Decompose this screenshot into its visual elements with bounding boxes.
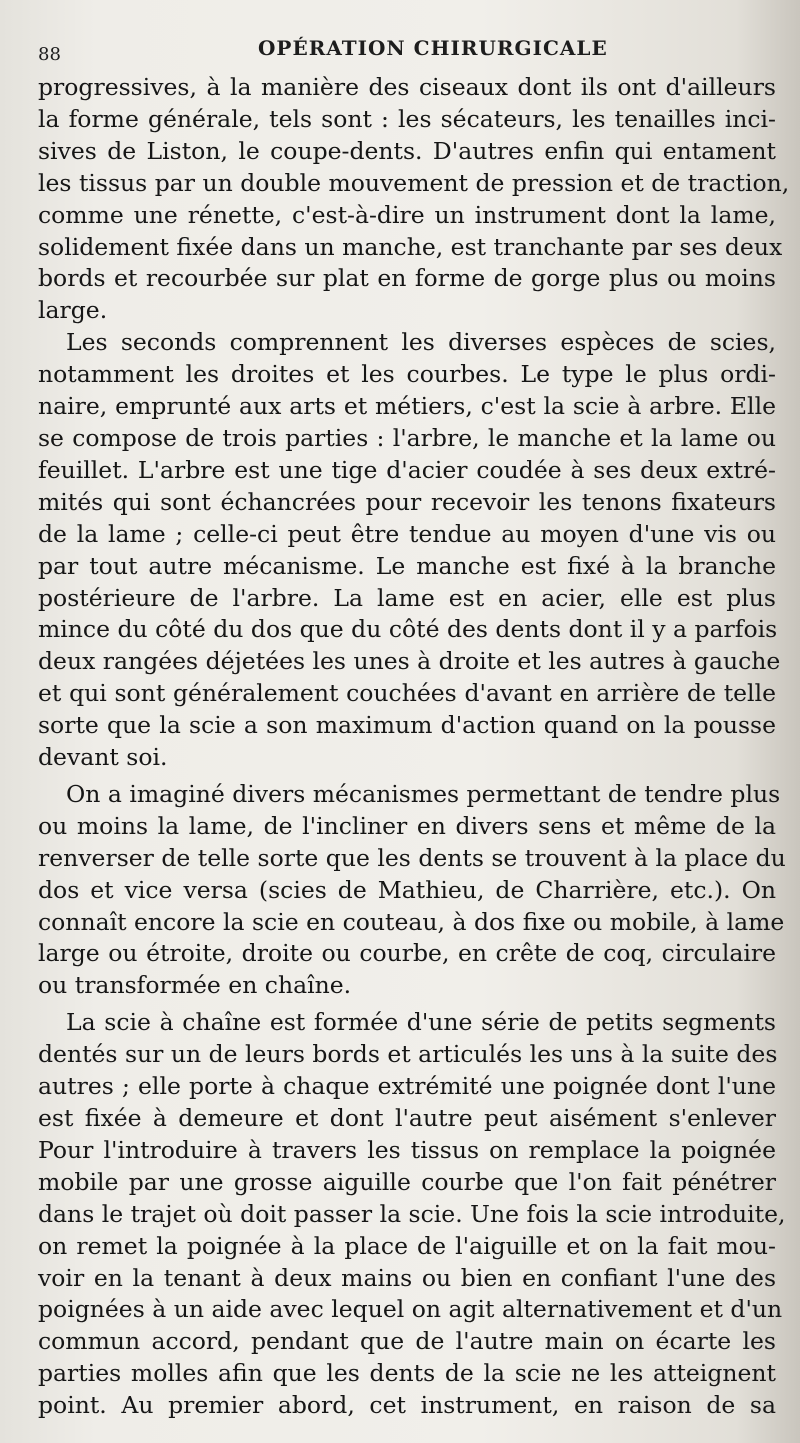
text-line: mobile par une grosse aiguille courbe que l'on fait pénétrer <box>38 1167 776 1196</box>
text-line: on remet la poignée à la place de l'aiguille et on la fait mou- <box>38 1231 776 1260</box>
text-line: postérieure de l'arbre. La lame est en acier, elle est plus <box>38 583 776 612</box>
text-line: Pour l'introduire à travers les tissus on remplace la poignée <box>38 1135 776 1164</box>
text-line: commun accord, pendant que de l'autre main on écarte les <box>38 1327 776 1356</box>
text-line: dentés sur un de leurs bords et articulés les uns à la suite des <box>38 1040 778 1069</box>
text-line: feuillet. L'arbre est une tige d'acier coudée à ses deux extré- <box>38 455 776 484</box>
page-number: 88 <box>38 44 61 65</box>
text-line: large. <box>38 296 108 325</box>
text-line: point. Au premier abord, cet instrument, en raison de sa <box>38 1391 776 1420</box>
body-text <box>38 72 790 1422</box>
text-line: dos et vice versa (scies de Mathieu, de Charrière, etc.). On <box>38 875 776 904</box>
text-line: progressives, à la manière des ciseaux dont ils ont d'ailleurs <box>38 73 776 101</box>
text-line: poignées à un aide avec lequel on agit alternativement et d'un <box>38 1295 783 1324</box>
text-line: naire, emprunté aux arts et métiers, c'est la scie à arbre. Elle <box>38 392 776 421</box>
running-head <box>38 30 770 66</box>
text-line: large ou étroite, droite ou courbe, en crête de coq, circulaire <box>38 939 776 968</box>
text-line: autres ; elle porte à chaque extrémité une poignée dont l'une <box>38 1072 776 1101</box>
text-line: mince du côté du dos que du côté des dents dont il y a parfois <box>38 615 778 644</box>
text-line: solidement fixée dans un manche, est tranchante par ses deux <box>38 232 783 261</box>
text-line: On a imaginé divers mécanismes permettant de tendre plus <box>66 779 781 808</box>
text-line: est fixée à demeure et dont l'autre peut aisément s'enlever <box>38 1104 776 1132</box>
text-line: notamment les droites et les courbes. Le type le plus ordi- <box>38 360 776 389</box>
text-line: de la lame ; celle-ci peut être tendue au moyen d'une vis ou <box>38 519 776 548</box>
text-line: dans le trajet où doit passer la scie. Une fois la scie introduite, <box>38 1199 786 1228</box>
text-line: ou transformée en chaîne. <box>38 971 352 1000</box>
text-line: parties molles afin que les dents de la scie ne les atteignent <box>38 1359 776 1388</box>
text-line: la forme générale, tels sont : les sécateurs, les tenailles inci- <box>38 104 776 133</box>
text-line: les tissus par un double mouvement de pression et de traction, <box>38 168 790 197</box>
text-line: par tout autre mécanisme. Le manche est fixé à la branche <box>38 551 776 580</box>
text-line: Les seconds comprennent les diverses espèces de scies, <box>66 328 776 357</box>
running-title: OPÉRATION CHIRURGICALE <box>258 36 608 60</box>
paragraph-saws <box>38 327 781 774</box>
text-line: sorte que la scie a son maximum d'action quand on la pousse <box>38 711 776 740</box>
text-line: renverser de telle sorte que les dents se trouvent à la place du <box>38 843 786 872</box>
paragraph-chain-saw <box>38 1007 786 1422</box>
paragraph-cutting-instruments <box>38 72 790 327</box>
text-line: deux rangées déjetées les unes à droite et les autres à gauche <box>38 647 781 676</box>
text-line: comme une rénette, c'est-à-dire un instrument dont la lame, <box>38 200 776 229</box>
text-line: bords et recourbée sur plat en forme de gorge plus ou moins <box>38 264 776 293</box>
paragraph-mechanisms <box>38 779 786 1002</box>
text-line: ou moins la lame, de l'incliner en divers sens et même de la <box>38 811 776 840</box>
text-line: devant soi. <box>38 743 168 772</box>
text-line: et qui sont généralement couchées d'avant en arrière de telle <box>38 679 776 708</box>
text-line: se compose de trois parties : l'arbre, le manche et la lame ou <box>38 423 776 452</box>
text-line: mités qui sont échancrées pour recevoir les tenons fixateurs <box>38 487 776 516</box>
text-line: voir en la tenant à deux mains ou bien en confiant l'une des <box>38 1263 776 1292</box>
text-line: connaît encore la scie en couteau, à dos fixe ou mobile, à lame <box>38 907 785 936</box>
text-line: La scie à chaîne est formée d'une série de petits segments <box>66 1008 776 1037</box>
text-line: sives de Liston, le coupe-dents. D'autres enfin qui entament <box>38 136 776 165</box>
